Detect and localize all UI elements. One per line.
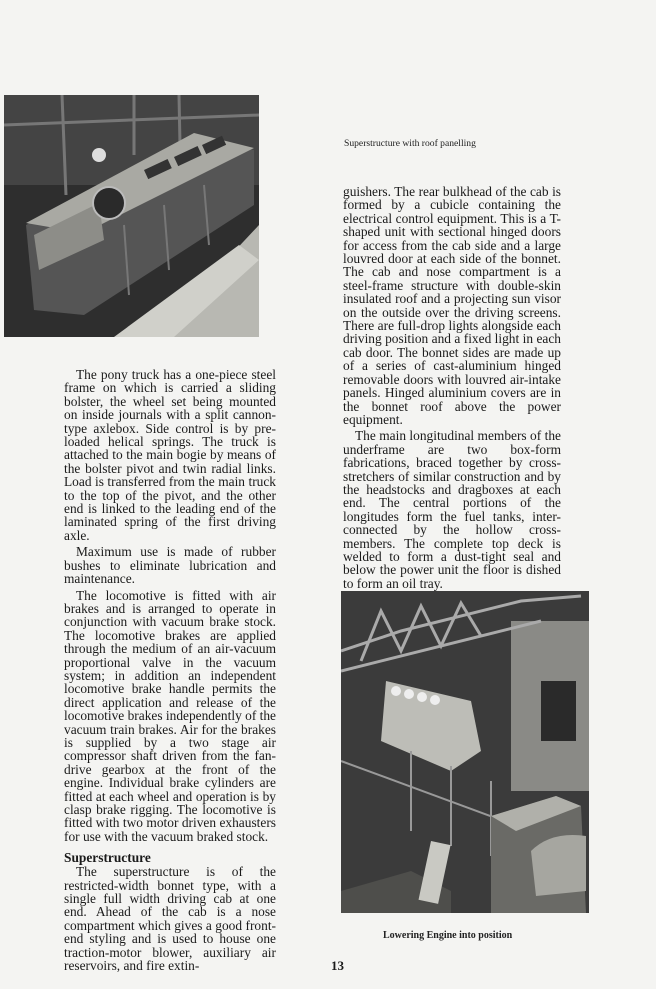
engine-lowering-image xyxy=(341,591,589,913)
paragraph-air-brakes: The locomotive is fitted with air brakes and is arranged to operate in conjunction with vacuum brake stock. The locomotive brakes are applied through the medium of an air-vacuum proportional valve in the vacuum system; in addition an independent locomotive brake handle permits the direct application and release of the locomotive brakes independently of the vacuum train brakes. Air for the brakes is supplied by a two stage air compressor shaft driven from the fan-drive gearbox at the front of the engine. Individual brake cylinders are fitted at each wheel and operation is by clasp brake rigging. The locomotive is fitted with two motor driven exhausters for use with the vacuum braked stock. xyxy=(64,587,276,844)
paragraph-underframe: The main longitudinal members of the underframe are two box-form fabrications, braced together by cross-stretchers of similar construction and by the headstocks and dragboxes at each end. The central portions of the longitudes form the fuel tanks, inter-connected by the hollow cross-members. The complete top deck is welded to form a dust-tight seal and below the power unit the floor is dished to form an oil tray. xyxy=(343,428,561,591)
paragraph-superstructure: The superstructure is of the restricted-width bonnet type, with a single full width driving cab at one end. Ahead of the cab is a nose compartment which gives a good front-end styling and is used to house one traction-motor blower, auxiliary air reservoirs, and fire extin- xyxy=(64,864,276,974)
figure-caption: Superstructure with roof panelling xyxy=(344,138,476,149)
paragraph-cab: guishers. The rear bulkhead of the cab is formed by a cubicle containing the electrical control equipment. This is a T-shaped unit with sectional hinged doors for access from the cab side and a large louvred door at each side of the bonnet. The cab and nose compartment is a steel-frame structure with double-skin insulated roof and a projecting sun visor on the outside over the driving screens. There are full-drop lights alongside each driving position and a fixed light in each cab door. The bonnet sides are made up of a series of cast-aluminium hinged removable doors with louvred air-intake panels. Hinged aluminium covers are in the bonnet roof above the power equipment. xyxy=(343,184,561,427)
page-number: 13 xyxy=(331,958,344,973)
section-heading: Superstructure xyxy=(64,850,151,866)
left-text-column xyxy=(64,368,276,975)
figure-caption: Lowering Engine into position xyxy=(383,930,513,941)
photo-engine-lowering xyxy=(341,591,589,913)
paragraph-rubber-bushes: Maximum use is made of rubber bushes to eliminate lubrication and maintenance. xyxy=(64,544,276,587)
photo-superstructure xyxy=(4,95,259,337)
paragraph-pony-truck: The pony truck has a one-piece steel frame on which is carried a sliding bolster, the wheel set being mounted on inside journals with a split cannon-type axlebox. Side control is by pre-loaded helical springs. The truck is attached to the main bogie by means of the bolster pivot and twin radial links. Load is transferred from the main truck to the top of the pivot, and the other end is linked to the leading end of the laminated spring of the first driving axle. xyxy=(64,367,276,543)
locomotive-superstructure-image xyxy=(4,95,259,337)
right-text-column xyxy=(343,185,561,593)
